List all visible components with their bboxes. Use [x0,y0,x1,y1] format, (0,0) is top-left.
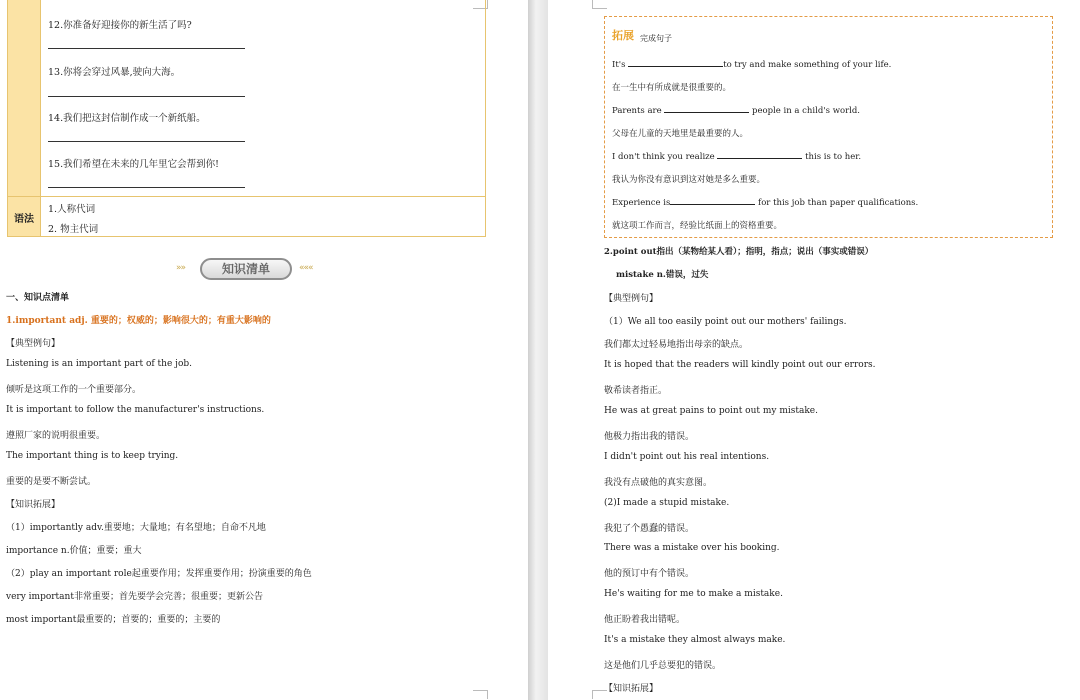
document-page-right [548,0,1080,700]
blank-field[interactable] [670,196,755,205]
example-line: Listening is an important part of the job. [6,359,192,369]
blank-field[interactable] [664,104,749,113]
grammar-item: 2. 物主代词 [48,224,99,235]
section-title: 一、知识点清单 [6,293,70,303]
translation-line: 就这项工作而言，经验比纸面上的资格重要。 [612,221,783,231]
extension-line: very important非常重要；首先要学会完善；很重要；更新公告 [6,592,263,602]
point-title: 2.point out指出（某物给某人看）；指明，指点；说出（事实或错误） [604,247,874,257]
banner-right-decoration: ««« [299,263,313,273]
question-14: 14.我们把这封信制作成一个新纸船。 [48,113,206,124]
question-12: 12.你准备好迎接你的新生活了吗? [48,20,192,31]
fill-sentence: It's to try and make something of your life. [612,60,892,70]
example-line: （1）We all too easily point out our mothers' failings. [604,317,847,327]
grammar-item: 1.人称代词 [48,204,96,215]
example-line: I didn't point out his real intentions. [604,452,770,462]
point-subtitle: mistake n.错误，过失 [616,270,709,280]
example-line: 倾听是这项工作的一个重要部分。 [6,385,142,395]
grammar-label: 语法 [14,214,34,225]
extension-tag: 拓展 [612,29,634,42]
fill-sentence: I don't think you realize this is to her. [612,152,862,162]
document-page-left [0,0,528,700]
example-line: It is hoped that the readers will kindly point out our errors. [604,360,876,370]
point-title: 1.important adj. 重要的；权威的；影响很大的；有重大影响的 [6,316,271,326]
banner-left-decoration: »» [176,263,186,273]
page-corner-mark [592,0,607,9]
example-heading: 【典型例句】 [604,294,659,304]
page-gap [528,0,548,700]
translation-line: 在一生中有所成就是很重要的。 [612,83,732,93]
example-line: 遵照厂家的说明很重要。 [6,431,106,441]
example-line: (2)I made a stupid mistake. [604,498,730,508]
question-13: 13.你将会穿过风暴,驶向大海。 [48,67,181,78]
fill-sentence: Parents are people in a child's world. [612,106,861,116]
extension-line: most important最重要的；首要的；重要的；主要的 [6,615,221,625]
example-line: 他正盼着我出错呢。 [604,615,686,625]
example-line: It is important to follow the manufacturer's instructions. [6,405,265,415]
translation-line: 父母在儿童的天地里是最重要的人。 [612,129,749,139]
extension-heading: 【知识拓展】 [604,684,659,694]
example-line: He's waiting for me to make a mistake. [604,589,783,599]
example-line: 重要的是要不断尝试。 [6,477,97,487]
example-line: 这是他们几乎总要犯的错误。 [604,661,722,671]
example-line: 我们都太过轻易地指出母亲的缺点。 [604,340,749,350]
answer-line [48,187,245,188]
example-line: There was a mistake over his booking. [604,543,780,553]
table-label-column [8,0,41,236]
knowledge-list-banner: 知识清单 [200,258,292,280]
extension-line: importance n.价值；重要；重大 [6,546,142,556]
answer-line [48,141,245,142]
example-line: 我没有点破他的真实意图。 [604,478,713,488]
translation-line: 我认为你没有意识到这对她是多么重要。 [612,175,766,185]
question-15: 15.我们希望在未来的几年里它会帮到你! [48,159,219,170]
example-heading: 【典型例句】 [6,339,61,349]
example-line: 我犯了个愚蠢的错误。 [604,524,695,534]
example-line: 他极力指出我的错误。 [604,432,695,442]
extension-line: （2）play an important role起重要作用；发挥重要作用；扮演重要的角色 [6,569,312,579]
example-line: It's a mistake they almost always make. [604,635,786,645]
fill-sentence: Experience is for this job than paper qualifications. [612,198,919,208]
answer-line [48,96,245,97]
box-subtitle: 完成句子 [640,34,672,43]
vocab-table [7,0,486,237]
blank-field[interactable] [628,58,723,67]
example-line: 他的预订中有个错误。 [604,569,695,579]
extension-line: （1）importantly adv.重要地；大量地；有名望地；自命不凡地 [6,523,266,533]
example-line: 敬希读者指正。 [604,386,668,396]
example-line: He was at great pains to point out my mistake. [604,406,818,416]
blank-field[interactable] [717,150,802,159]
example-line: The important thing is to keep trying. [6,451,179,461]
answer-line [48,48,245,49]
extension-heading: 【知识拓展】 [6,500,61,510]
